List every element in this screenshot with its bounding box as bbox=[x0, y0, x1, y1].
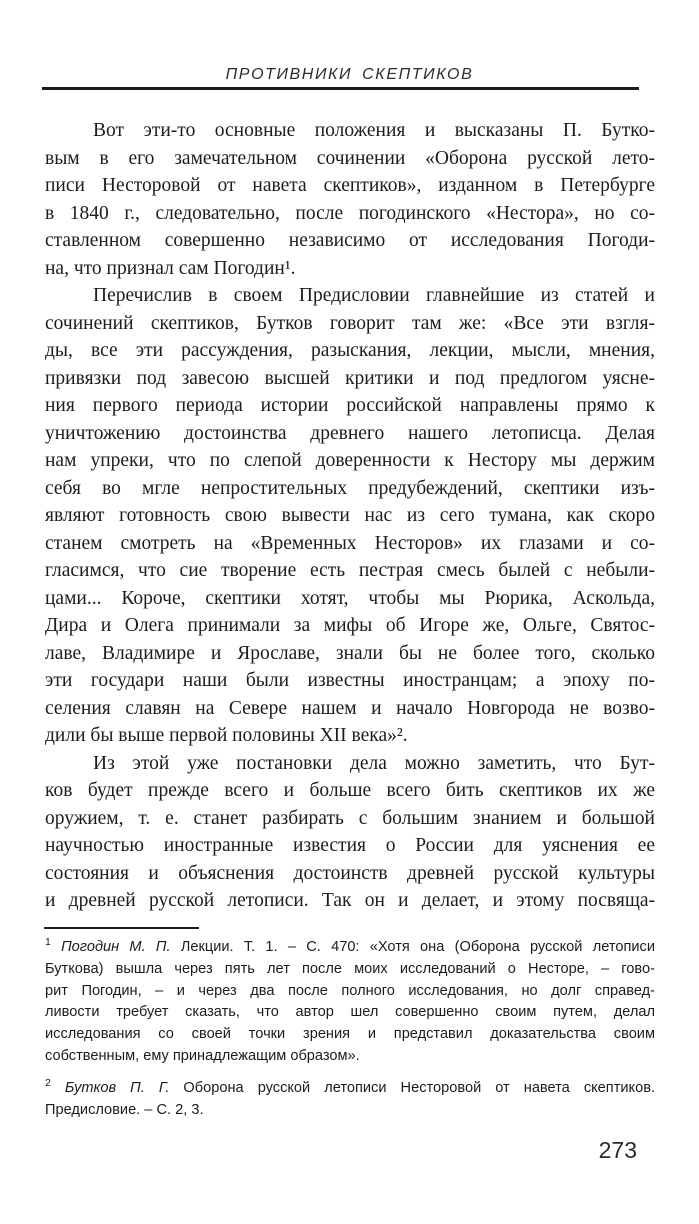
text-line: лаве, Владимире и Ярославе, знали бы не более того, сколько bbox=[45, 642, 655, 664]
text-line: сочинений скептиков, Бутков говорит там же: «Все эти взгля- bbox=[45, 312, 655, 334]
text-line: состояния и объяснения достоинств древней русской культуры bbox=[45, 862, 655, 884]
footnote-author: Погодин М. П. bbox=[61, 939, 171, 955]
paragraph bbox=[45, 117, 655, 282]
text-line: нам упреки, что по слепой доверенности к Нестору мы держим bbox=[45, 450, 655, 471]
body-text bbox=[45, 117, 655, 915]
footnote bbox=[45, 937, 655, 1068]
text-line: оружием, т. е. станет разбирать с большим знанием и большой bbox=[45, 807, 655, 829]
text-line: писи Несторовой от навета скептиков», изданном в Петербурге bbox=[45, 175, 655, 196]
text-line: Дира и Олега принимали за мифы об Игоре же, Ольге, Святос- bbox=[45, 615, 655, 636]
footnotes bbox=[45, 937, 655, 1121]
text-line: дили бы выше первой половины XII века»². bbox=[45, 725, 408, 746]
footnote-line: собственным, ему принадлежащим образом». bbox=[45, 1047, 360, 1064]
text-line: и древней русской летописи. Так он и делает, и этому посвяща- bbox=[45, 890, 655, 911]
text-line: Из этой уже постановки дела можно заметить, что Бут- bbox=[93, 752, 655, 774]
footnote-text: Лекции. Т. 1. – С. 470: «Хотя она (Оборона русской летописи bbox=[180, 939, 655, 955]
footnote-line: исследования со своей точки зрения и представил доказательства своим bbox=[45, 1026, 655, 1043]
footnote-line: Предисловие. – С. 2, 3. bbox=[45, 1101, 204, 1118]
text-line: эти государи наши были известны иностранцам; а эпоху по- bbox=[45, 670, 655, 691]
text-line: станем смотреть на «Временных Несторов» их глазами и со- bbox=[45, 532, 655, 554]
text-line: уничтожению достоинства древнего нашего летописца. Делая bbox=[45, 422, 655, 444]
paragraph bbox=[45, 282, 655, 750]
footnote-marker: 2 bbox=[45, 1076, 51, 1089]
footnote-separator-rule bbox=[44, 927, 199, 929]
text-line: ков будет прежде всего и больше всего бить скептиков их же bbox=[45, 780, 655, 801]
text-line: являют готовность свою вывести нас из сего тумана, как скоро bbox=[45, 505, 655, 526]
footnote-first-line bbox=[45, 1078, 655, 1100]
footnote-line: Буткова) вышла через пять лет после моих исследований о Несторе, – гово- bbox=[45, 960, 655, 977]
text-line: на, что признал сам Погодин¹. bbox=[45, 257, 296, 279]
footnote-author: Бутков П. Г. bbox=[64, 1079, 170, 1096]
text-line: Вот эти-то основные положения и высказаны П. Бутко- bbox=[93, 120, 655, 141]
text-line: привязки под завесою высшей критики и под предлогом уясне- bbox=[45, 367, 655, 389]
footnote-line: рит Погодин, – и через два после полного исследования, но долг справед- bbox=[45, 982, 655, 999]
footnote-text: Оборона русской летописи Несторовой от навета скептиков. bbox=[183, 1079, 656, 1096]
text-line: вым в его замечательном сочинении «Оборона русской лето- bbox=[45, 147, 655, 169]
running-head-title: ПРОТИВНИКИ СКЕПТИКОВ bbox=[225, 66, 474, 83]
text-line: гласимся, что сие творение есть пестрая смесь былей с небыли- bbox=[45, 560, 655, 581]
footnote-marker: 1 bbox=[45, 936, 51, 949]
text-line: ния первого периода истории российской направлены прямо к bbox=[45, 395, 655, 416]
header-rule bbox=[42, 87, 639, 90]
paragraph bbox=[45, 750, 655, 915]
text-line: ды, все эти рассуждения, разыскания, лекции, мысли, мнения, bbox=[45, 340, 655, 361]
footnote-first-line bbox=[45, 937, 655, 959]
footnote-line: ливости требует сказать, что автор шел совершенно своим путем, делал bbox=[45, 1004, 655, 1021]
text-line: в 1840 г., следовательно, после погодинского «Нестора», но со- bbox=[45, 202, 655, 224]
text-line: себя во мгле непростительных предубеждений, скептики изъ- bbox=[45, 477, 655, 499]
text-line: Перечислив в своем Предисловии главнейшие из статей и bbox=[93, 285, 655, 306]
text-line: цами... Короче, скептики хотят, чтобы мы Рюрика, Аскольда, bbox=[45, 587, 655, 609]
page-number: 273 bbox=[598, 1137, 637, 1163]
text-line: селения славян на Севере нашем и начало Новгорода не возво- bbox=[45, 697, 655, 719]
text-line: научностью иностранные известия о России для уяснения ее bbox=[45, 835, 655, 856]
footnote bbox=[45, 1078, 655, 1122]
text-line: ставленном совершенно независимо от исследования Погоди- bbox=[45, 230, 655, 251]
